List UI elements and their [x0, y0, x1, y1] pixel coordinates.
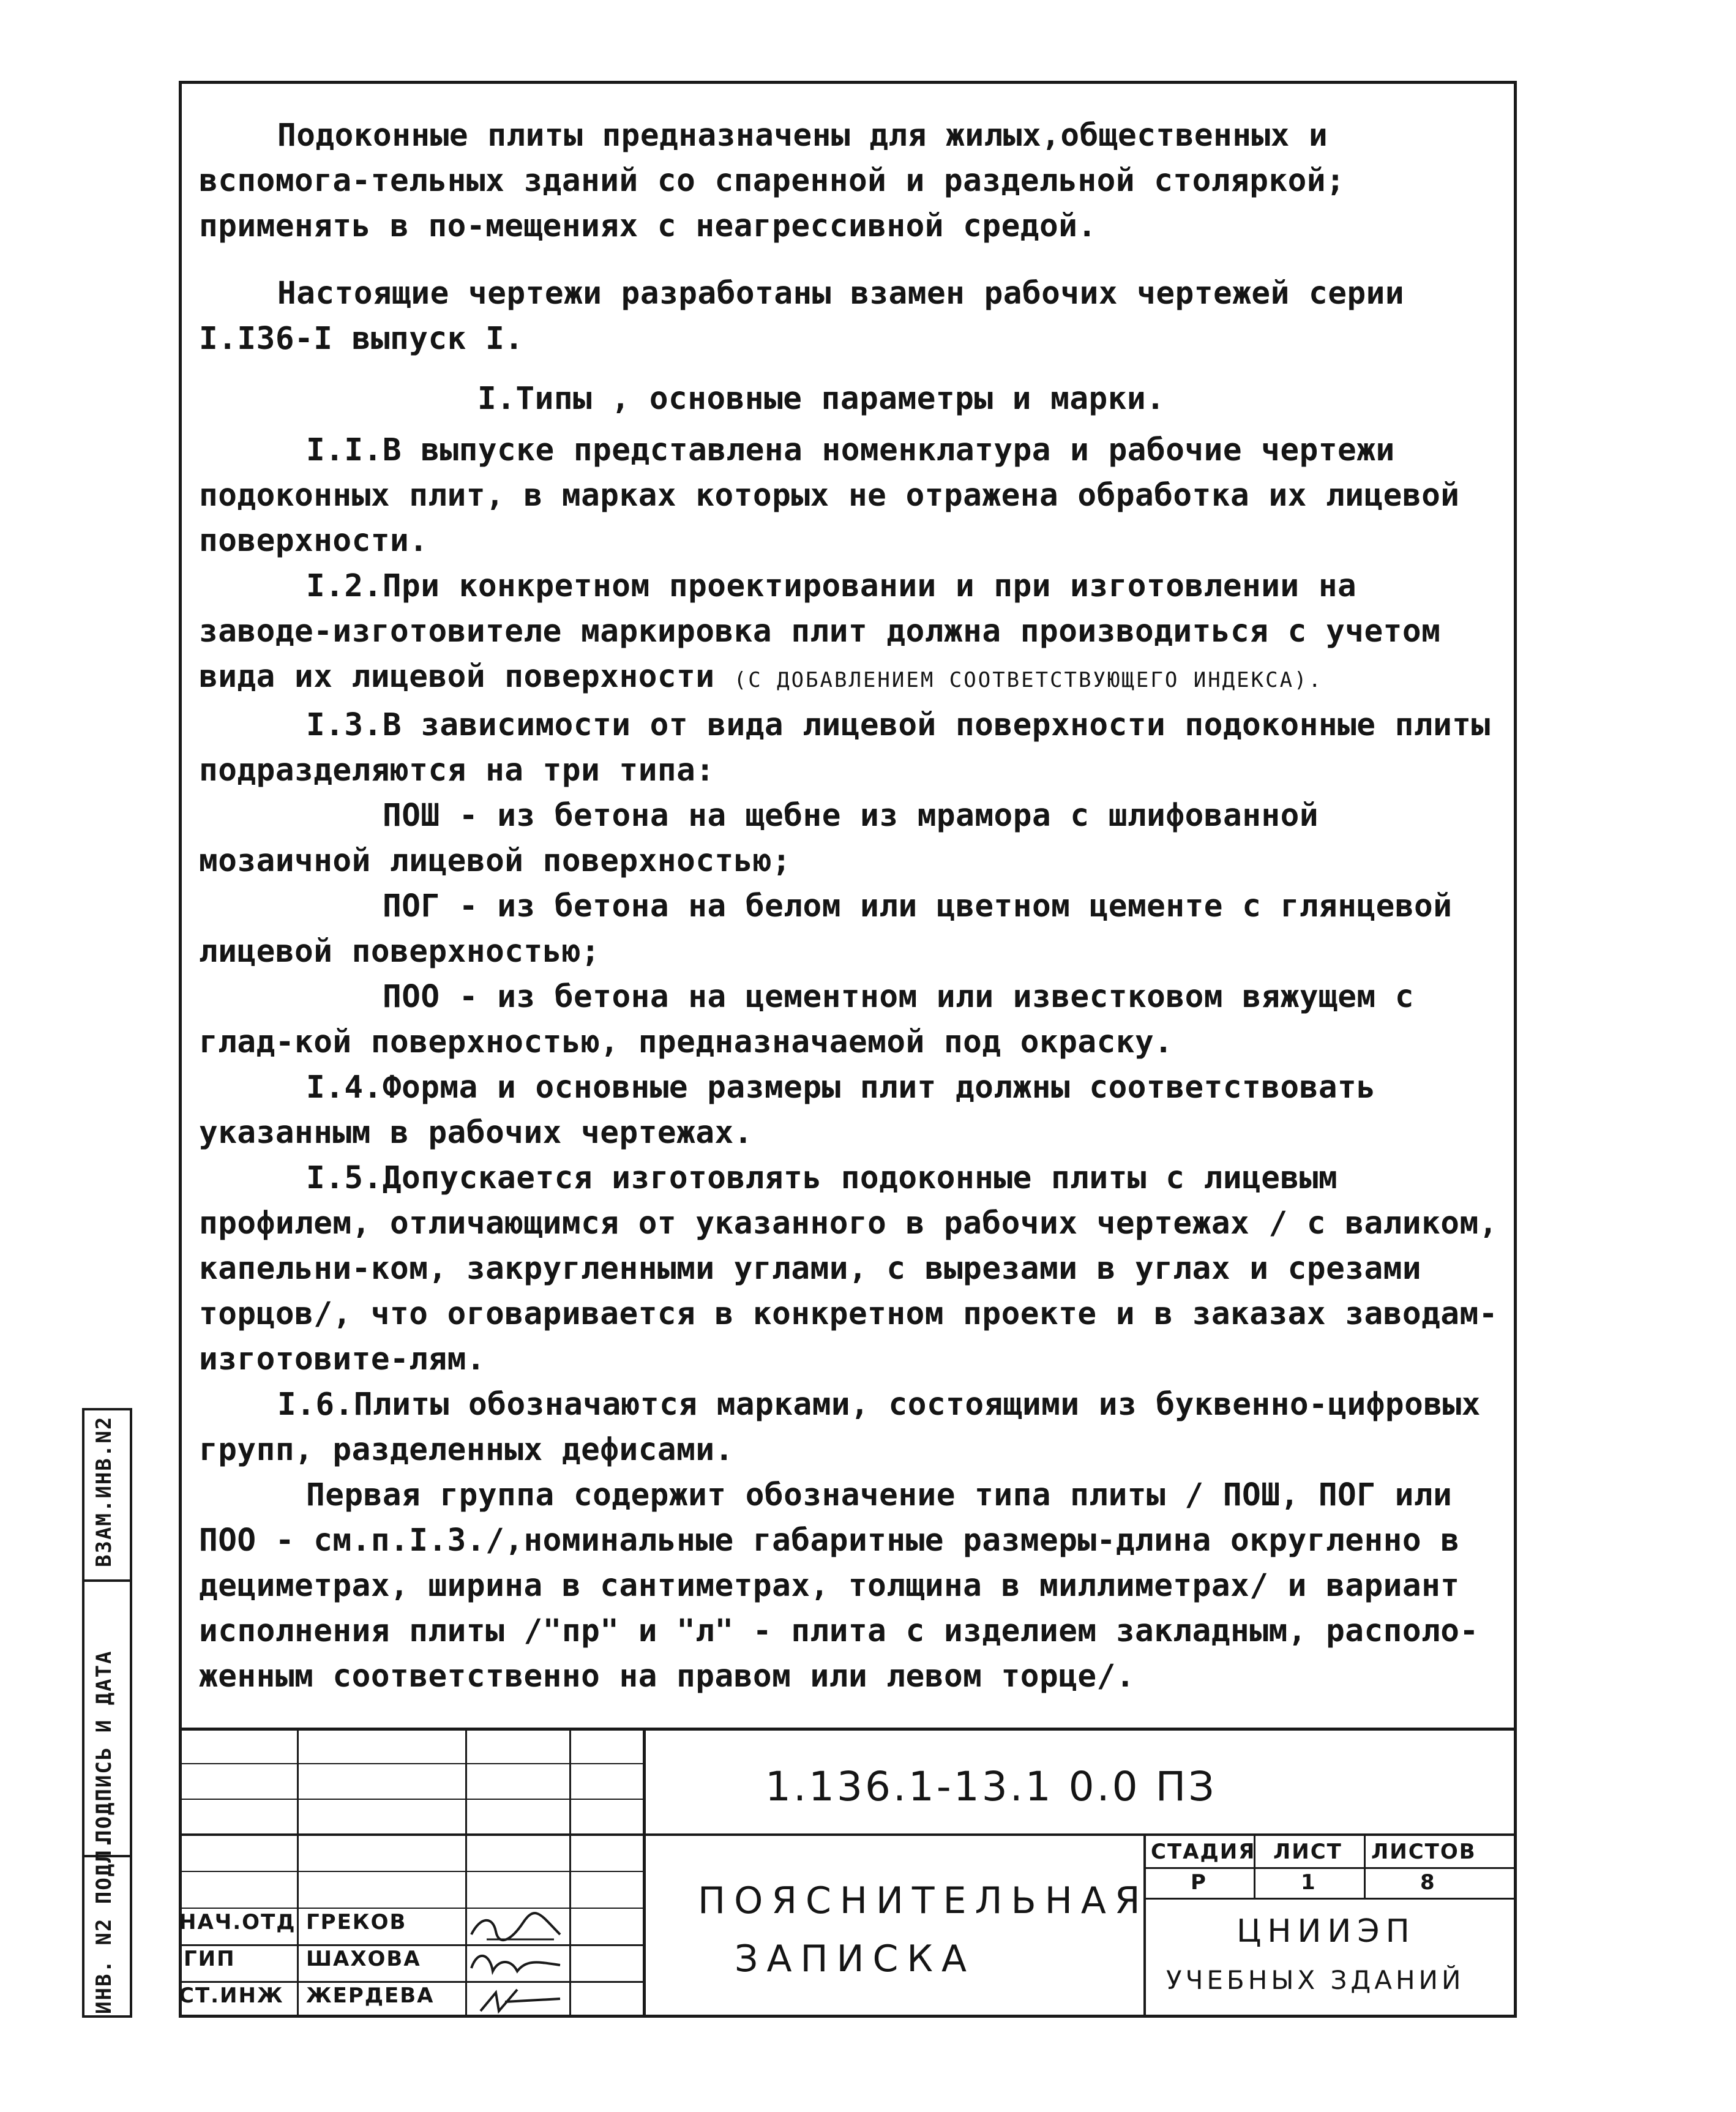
- title-block-hline: [179, 1871, 644, 1872]
- section-heading: I.Типы , основные параметры и марки.: [477, 381, 1165, 417]
- name-cell: ГРЕКОВ: [306, 1910, 407, 1934]
- side-stamp-divider: [82, 1579, 130, 1582]
- title-block-hline: [179, 1799, 644, 1800]
- replace-inv-label: ВЗАМ.ИНВ.N2: [92, 1415, 116, 1567]
- document-designation: 1.136.1-13.1 0.0 ПЗ: [765, 1763, 1217, 1810]
- title-block-vline: [643, 1728, 646, 2018]
- clause-1-4: I.4.Форма и основные размеры плит должны соответствовать указанным в рабочих чертежах.: [199, 1069, 1376, 1151]
- title-block-vline: [465, 1728, 467, 2018]
- clause-1-3: I.3.В зависимости от вида лицевой поверхности подоконные плиты подразделяются на три типа:: [199, 707, 1491, 788]
- replacement-paragraph: Настоящие чертежи разработаны взамен рабочих чертежей серии I.I36-I выпуск I.: [199, 275, 1405, 357]
- sign-date-label: ПОДПИСЬ И ДАТА: [92, 1650, 116, 1843]
- clause-1-1: I.I.В выпуске представлена номенклатура и рабочие чертежи подоконных плит, в марках которых не отражена обработка их лицевой поверхности.: [199, 432, 1460, 559]
- signature-drawing: [468, 1910, 566, 1944]
- type-posh: ПОШ - из бетона на щебне из мрамора с шлифованной мозаичной лицевой поверхностью;: [199, 798, 1319, 879]
- stage-grid-hline: [1143, 1867, 1517, 1869]
- clause-1-2-note: (С ДОБАВЛЕНИЕМ СООТВЕТСТВУЮЩЕГО ИНДЕКСА).: [733, 668, 1323, 692]
- stage-value: Р: [1191, 1870, 1207, 1895]
- signature-drawing: [468, 1983, 566, 2018]
- stage-grid-vline: [1364, 1833, 1366, 1898]
- organization-subtitle: УЧЕБНЫХ ЗДАНИЙ: [1166, 1965, 1465, 1995]
- clause-1-5: I.5.Допускается изготовлять подоконные плиты с лицевым профилем, отличающимся от указанного в рабочих чертежах / с валиком, капельни-ком, закругленными углами, с вырезами в углах и срезами торцов/, что оговаривается в конкретном проекте и в заказах заводам- изготовите-лям.: [199, 1160, 1498, 1377]
- stage-grid-hline: [1143, 1898, 1517, 1900]
- role-cell: ГИП: [184, 1947, 236, 1971]
- title-block-hline: [179, 1908, 644, 1909]
- signature-drawing: [468, 1947, 566, 1981]
- document-title-line2: ЗАПИСКА: [735, 1938, 976, 1980]
- sheet-value: 1: [1301, 1870, 1317, 1895]
- explanatory-text: [199, 113, 1509, 1699]
- clause-1-2: [199, 564, 1509, 703]
- stage-label: СТАДИЯ: [1151, 1840, 1256, 1864]
- stage-grid-vline: [1143, 1833, 1146, 2018]
- name-cell: ШАХОВА: [306, 1947, 421, 1971]
- clause-1-6: I.6.Плиты обозначаются марками, состоящими из буквенно-цифровых групп, разделенных дефисами.: [199, 1387, 1481, 1468]
- role-cell: НАЧ.ОТД: [179, 1910, 296, 1934]
- role-cell: СТ.ИНЖ: [179, 1983, 284, 2008]
- organization-name: ЦНИИЭП: [1237, 1913, 1416, 1950]
- title-block-divider: [179, 1833, 1517, 1836]
- intro-paragraph: Подоконные плиты предназначены для жилых,общественных и вспомога-тельных зданий со спаренной и раздельной столяркой; применять в по-мещениях с неагрессивной средой.: [199, 118, 1345, 244]
- title-block-hline: [179, 1763, 644, 1764]
- title-block-hline: [179, 1981, 644, 1983]
- document-title-line1: ПОЯСНИТЕЛЬНАЯ: [698, 1879, 1149, 1922]
- sheets-label: ЛИСТОВ: [1371, 1840, 1476, 1864]
- title-block-vline: [297, 1728, 299, 2018]
- name-cell: ЖЕРДЕВА: [306, 1983, 435, 2008]
- type-pog: ПОГ - из бетона на белом или цветном цементе с глянцевой лицевой поверхностью;: [199, 888, 1453, 970]
- clause-1-6-detail: Первая группа содержит обозначение типа плиты / ПОШ, ПОГ или ПОО - см.п.I.3./,номинальные габаритные размеры-длина округленно в дециметрах, ширина в сантиметрах, толщина в миллиметрах/ и вариант исполнения плиты /"пр" и "л" - плита с изделием закладным, располо-женным соответственно на правом или левом торце/.: [199, 1477, 1479, 1694]
- inv-orig-label: ИНВ. N2 ПОДЛ.: [92, 1835, 116, 2014]
- title-block-top: [179, 1728, 1517, 1731]
- title-block-hline: [179, 1944, 644, 1946]
- sheet-label: ЛИСТ: [1273, 1840, 1342, 1864]
- type-poo: ПОО - из бетона на цементном или известковом вяжущем с глад-кой поверхностью, предназначаемой под окраску.: [199, 979, 1415, 1060]
- side-stamp-column: [130, 1408, 179, 2018]
- sheets-value: 8: [1420, 1870, 1436, 1895]
- title-block-vline: [569, 1728, 571, 2018]
- clause-1-2-text: I.2.При конкретном проектировании и при изготовлении на заводе-изготовителе маркировка плит должна производиться с учетом вида их лицевой поверхности: [199, 568, 1441, 695]
